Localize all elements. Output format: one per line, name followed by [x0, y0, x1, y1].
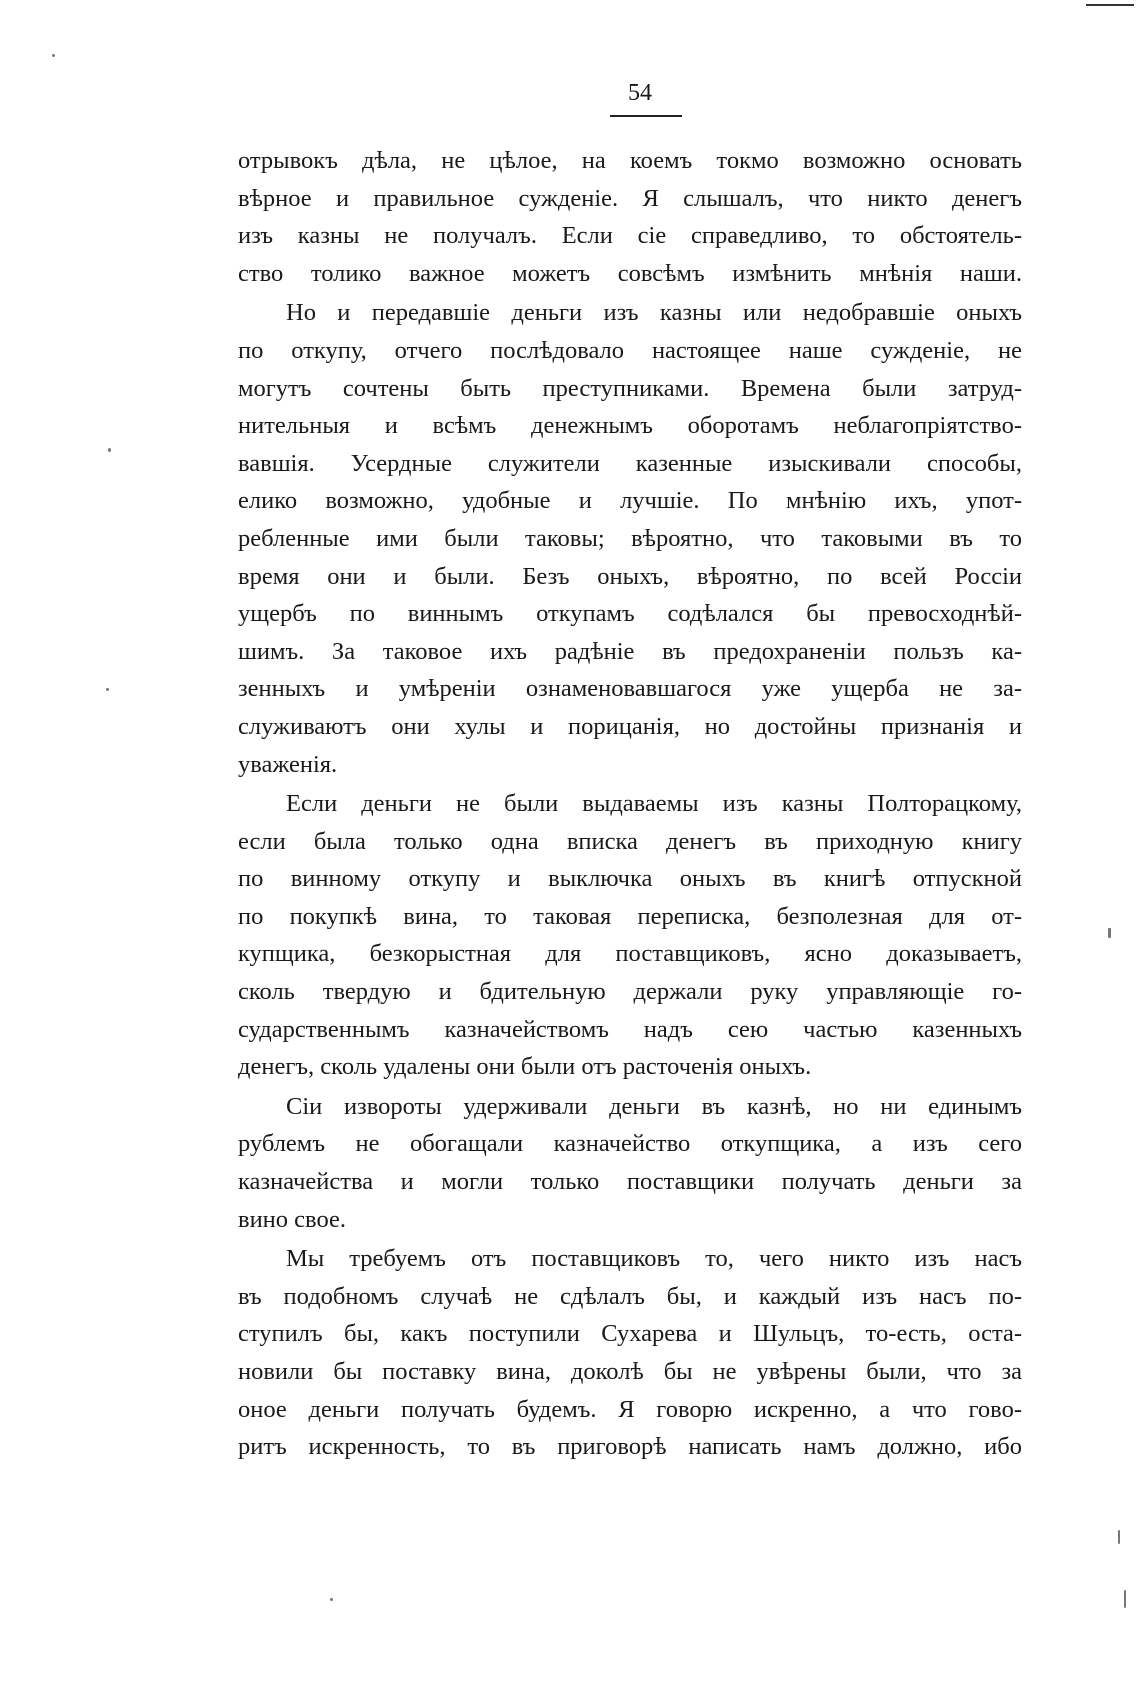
text-line: Но и передавшіе деньги изъ казны или недобравшіе оныхъ: [286, 299, 1022, 327]
text-line: вино свое.: [238, 1205, 346, 1233]
text-line: по винному откупу и выключка оныхъ въ книгѣ отпускной: [238, 865, 1022, 893]
paragraph-5: [238, 1240, 1022, 1466]
text-line: отрывокъ дѣла, не цѣлое, на коемъ токмо возможно основать: [238, 147, 1022, 174]
paragraph-4: [238, 1088, 1022, 1238]
scan-speck: [1124, 1590, 1126, 1608]
text-line: денегъ, сколь удалены они были отъ расточенія оныхъ.: [238, 1053, 812, 1081]
text-line: сколь твердую и бдительную держали руку управляющіе го-: [238, 978, 1022, 1006]
text-line: купщика, безкорыстная для поставщиковъ, ясно доказываетъ,: [238, 940, 1022, 968]
text-line: рублемъ не обогащали казначейство откупщика, а изъ сего: [238, 1130, 1022, 1158]
scan-speck: [1118, 1530, 1120, 1544]
text-line: время они и были. Безъ оныхъ, вѣроятно, по всей Россіи: [238, 562, 1022, 590]
text-line: вавшія. Усердные служители казенные изыскивали способы,: [238, 449, 1022, 477]
text-line: ступилъ бы, какъ поступили Сухарева и Шульцъ, то-есть, оста-: [238, 1320, 1022, 1348]
body-text: [238, 142, 1022, 1468]
text-line: ребленные ими были таковы; вѣроятно, что таковыми въ то: [238, 524, 1022, 552]
text-line: оное деньги получать будемъ. Я говорю искренно, а что гово-: [238, 1395, 1022, 1423]
text-line: елико возможно, удобные и лучшіе. По мнѣнію ихъ, упот-: [238, 487, 1022, 515]
text-line: уваженія.: [238, 750, 338, 778]
text-line: ущербъ по виннымъ откупамъ содѣлался бы превосходнѣй-: [238, 600, 1022, 628]
text-line: новили бы поставку вина, доколѣ бы не увѣрены были, что за: [238, 1358, 1022, 1385]
text-line: въ подобномъ случаѣ не сдѣлалъ бы, и каждый изъ насъ по-: [238, 1282, 1022, 1310]
text-line: ритъ искренность, то въ приговорѣ написать намъ должно, ибо: [238, 1433, 1022, 1461]
scan-corner-mark: [1086, 4, 1134, 6]
text-line: изъ казны не получалъ. Если сіе справедливо, то обстоятель-: [238, 222, 1022, 250]
page-number: 54: [628, 80, 652, 106]
scan-speck: [52, 54, 55, 57]
text-line: сударственнымъ казначействомъ надъ сею частью казенныхъ: [238, 1015, 1022, 1043]
text-line: шимъ. За таковое ихъ радѣніе въ предохраненіи пользъ ка-: [238, 637, 1022, 665]
text-line: служиваютъ они хулы и порицанія, но достойны признанія и: [238, 712, 1022, 740]
scan-speck: [330, 1598, 333, 1601]
text-line: по покупкѣ вина, то таковая переписка, безполезная для от-: [238, 902, 1022, 930]
scan-speck: [106, 688, 109, 691]
scan-speck: [1108, 928, 1111, 938]
paragraph-3: [238, 785, 1022, 1086]
text-line: Мы требуемъ отъ поставщиковъ то, чего никто изъ насъ: [286, 1245, 1022, 1273]
text-line: вѣрное и правильное сужденіе. Я слышалъ, что никто денегъ: [238, 184, 1022, 212]
text-line: казначейства и могли только поставщики получать деньги за: [238, 1168, 1022, 1196]
text-line: Сіи извороты удерживали деньги въ казнѣ, но ни единымъ: [286, 1092, 1022, 1120]
text-line: могутъ сочтены быть преступниками. Времена были затруд-: [238, 374, 1022, 402]
text-line: по откупу, отчего послѣдовало настоящее наше сужденіе, не: [238, 336, 1022, 364]
scan-speck: [108, 448, 111, 452]
text-line: Если деньги не были выдаваемы изъ казны Полторацкому,: [286, 790, 1022, 818]
page-number-rule: [610, 115, 682, 117]
text-line: ство толико важное можетъ совсѣмъ измѣнить мнѣнія наши.: [238, 259, 1022, 287]
text-line: если была только одна вписка денегъ въ приходную книгу: [238, 827, 1022, 855]
paragraph-1: [238, 142, 1022, 292]
paragraph-2: [238, 294, 1022, 783]
text-line: нительныя и всѣмъ денежнымъ оборотамъ неблагопріятство-: [238, 412, 1022, 440]
text-line: зенныхъ и умѣреніи ознаменовавшагося уже ущерба не за-: [238, 675, 1022, 703]
